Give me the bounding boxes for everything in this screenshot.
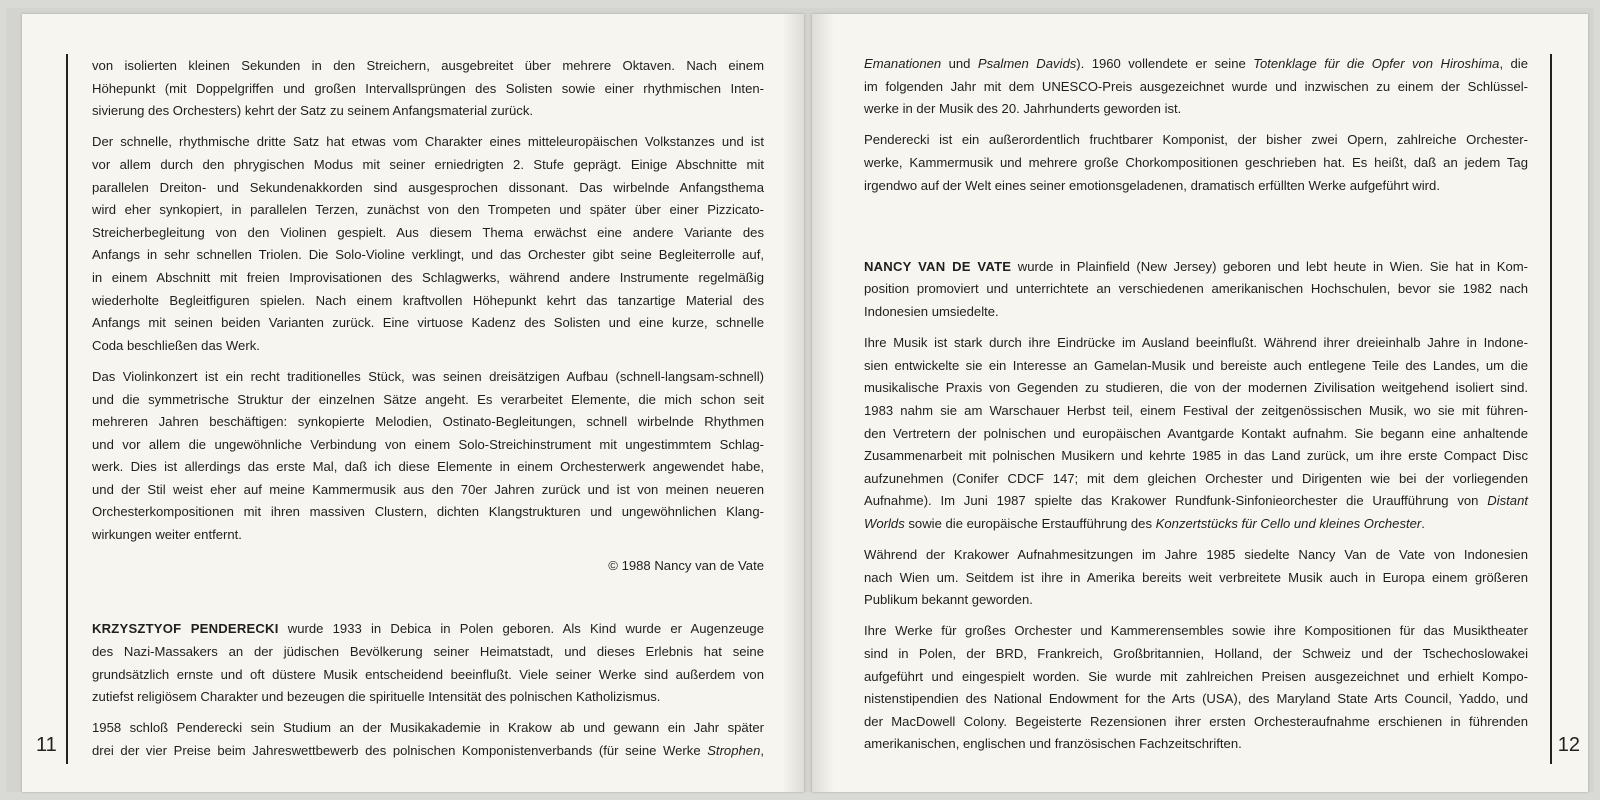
page-number: 12 <box>1557 734 1580 756</box>
paragraph: Das Violinkonzert ist ein recht traditionelles Stück, was seinen dreisätzigen Aufbau (schnell-langsam-schnell) und die symmetrische Struktur der einzelnen Sätze angeht. Es verarbeitet Elemente, die mich schon seit mehreren Jahren beschäftigen: synkopierte Melodien, Ostinato-Begleitungen, schnell wirbelnde Rhythmen und vor allem die ungewöhnliche Verbindung von einem Solo-Streichinstrument mit ungestimmtem Schlag- werk. Dies ist allerdings das erste Mal, daß ich diese Elemente in einem Orchesterwerk angewendet habe, und der Stil weist eher auf meine Kammermusik aus den 70er Jahren zurück und ist von meinen neueren Orchesterkompositionen mit ihren massiven Clustern, dichten Klangstrukturen und ungewöhnlichen Klang- wirkungen weiter entfernt. <box>92 368 764 543</box>
paragraph: Emanationen und Psalmen Davids). 1960 vollendete er seine Totenklage für die Opfer von Hiroshima, die im folgenden Jahr mit dem UNESCO-Preis ausgezeichnet wurde und inzwischen zu einem der Schlüssel- werke in der Musik des 20. Jahrhunderts geworden ist. <box>864 56 1528 117</box>
right-body-text <box>864 53 1528 765</box>
margin-rule <box>1550 54 1552 764</box>
page-number: 11 <box>36 734 57 756</box>
composer-name: NANCY VAN DE VATE <box>864 258 1012 274</box>
signature: © 1988 Nancy van de Vate <box>608 558 764 574</box>
margin-rule <box>66 54 68 764</box>
paragraph: 1958 schloß Penderecki sein Studium an der Musikakademie in Krakow ab und gewann ein Jahr später drei der vier Preise beim Jahreswettbewerb des polnischen Komponistenverbands (für seine Werke Strophen, <box>92 720 764 758</box>
paragraph: von isolierten kleinen Sekunden in den Streichern, ausgebreitet über mehrere Oktaven. Nach einem Höhepunkt (mit Doppelgriffen und großen Intervallsprüngen des Solisten sowie einer rhythmischen Inten- sivierung des Orchesters) kehrt der Satz zu seinem Anfangsmaterial zurück. <box>92 58 764 119</box>
paragraph: Penderecki ist ein außerordentlich fruchtbarer Komponist, der bisher zwei Opern, zahlreiche Orchester- werke, Kammermusik und mehrere große Chorkompositionen geschrieben hat. Es heißt, daß an jedem Tag irgendwo auf der Welt eines seiner emotionsgeladenen, dramatisch erfüllten Werke aufgeführt wird. <box>864 132 1528 193</box>
left-page <box>22 14 804 792</box>
paragraph: Ihre Werke für großes Orchester und Kammerensembles sowie ihre Kompositionen für das Musiktheater sind in Polen, der BRD, Frankreich, Großbritannien, Holland, der Schweiz und der Tschechoslowakei aufgeführt und eingespielt worden. Sie wurde mit zahlreichen Preisen ausgezeichnet und erhielt Kompo- nistenstipendien des National Endowment for the Arts (USA), des Maryland State Arts Council, Yaddo, und der MacDowell Colony. Begeisterte Rezensionen ihrer ersten Orchesteraufnahme erschienen in führenden amerikanischen, englischen und französischen Fachzeitschriften. <box>864 623 1528 752</box>
composer-name: KRZYSZTYOF PENDERECKI <box>92 621 279 637</box>
right-page <box>812 14 1588 792</box>
paragraph: Ihre Musik ist stark durch ihre Eindrücke im Ausland beeinflußt. Während ihrer dreieinhalb Jahre in Indone- sien entwickelte sie ein Interesse an Gamelan-Musik und bereiste auch entlegene Teile des Landes, um die musikalische Praxis von Gegenden zu studieren, die von der modernen Zivilisation weitgehend isoliert sind. 1983 nahm sie am Warschauer Herbst teil, einem Festival der zeitgenössischen Musik, wo sie mit führen- den Vertretern der polnischen und europäischen Avantgarde Kontakt aufnahm. Sie begann eine anhaltende Zusammenarbeit mit polnischen Musikern und kehrte 1985 in das Land zurück, um ihre erste Compact Disc aufzunehmen (Conifer CDCF 147; mit dem gleichen Orchester und Dirigenten wie bei der vorliegenden Aufnahme). Im Juni 1987 spielte das Krakower Rundfunk-Sinfonieorchester die Uraufführung von Distant Worlds sowie die europäische Erstaufführung des Konzertstücks für Cello und kleines Orchester. <box>864 335 1528 531</box>
paragraph: KRZYSZTYOF PENDERECKI wurde 1933 in Debica in Polen geboren. Als Kind wurde er Augenzeuge des Nazi-Massakers an der jüdischen Bevölkerung seiner Heimatstadt, und dieses Erlebnis hat seine grundsätzlich ernste und oft düstere Musik entscheidend beeinflußt. Viele seiner Werke sind außerdem von zutiefst religiösem Charakter und bezeugen die spirituelle Intensität des polnischen Katholizismus. <box>92 621 765 705</box>
gutter-shadow <box>782 14 804 792</box>
paragraph: Während der Krakower Aufnahmesitzungen im Jahre 1985 siedelte Nancy Van de Vate von Indonesien nach Wien um. Seitdem ist ihre in Amerika bereits weit verbreitete Musik auch in Europa einem größeren Publikum bekannt geworden. <box>864 547 1528 608</box>
paragraph: NANCY VAN DE VATE wurde in Plainfield (New Jersey) geboren und lebt heute in Wien. Sie hat in Kom- position promoviert und unterrichtete an verschiedenen amerikanischen Hochschulen, bevor sie 1982 nach Indonesien umsiedelte. <box>864 258 1528 319</box>
left-body-text <box>92 55 764 771</box>
gutter-shadow <box>812 14 834 792</box>
booklet-spread <box>6 8 1594 792</box>
paragraph: Der schnelle, rhythmische dritte Satz hat etwas vom Charakter eines mitteleuropäischen Volkstanzes und ist vor allem durch den phrygischen Modus mit seiner erniedrigten 2. Stufe geprägt. Einige Abschnitte mit parallelen Dreiton- und Sekundenakkorden sind ausgesprochen dissonant. Das wirbelnde Anfangsthema wird eher synkopiert, in parallelen Terzen, zunächst von den Trompeten und später über einer Pizzicato- Streicherbegleitung von den Violinen gespielt. Aus diesem Thema erwächst eine andere Variante des Anfangs in sehr schnellen Triolen. Die Solo-Violine verklingt, und das Orchester gibt seine Begleiterrolle auf, in einem Abschnitt mit freien Improvisationen des Schlagwerks, während andere Instrumente regelmäßig wiederholte Begleitfiguren spielen. Nach einem kraftvollen Höhepunkt kehrt das tanzartige Material des Anfangs mit seinen beiden Varianten zurück. Eine virtuose Kadenz des Solisten und eine kurze, schnelle Coda beschließen das Werk. <box>92 134 764 353</box>
